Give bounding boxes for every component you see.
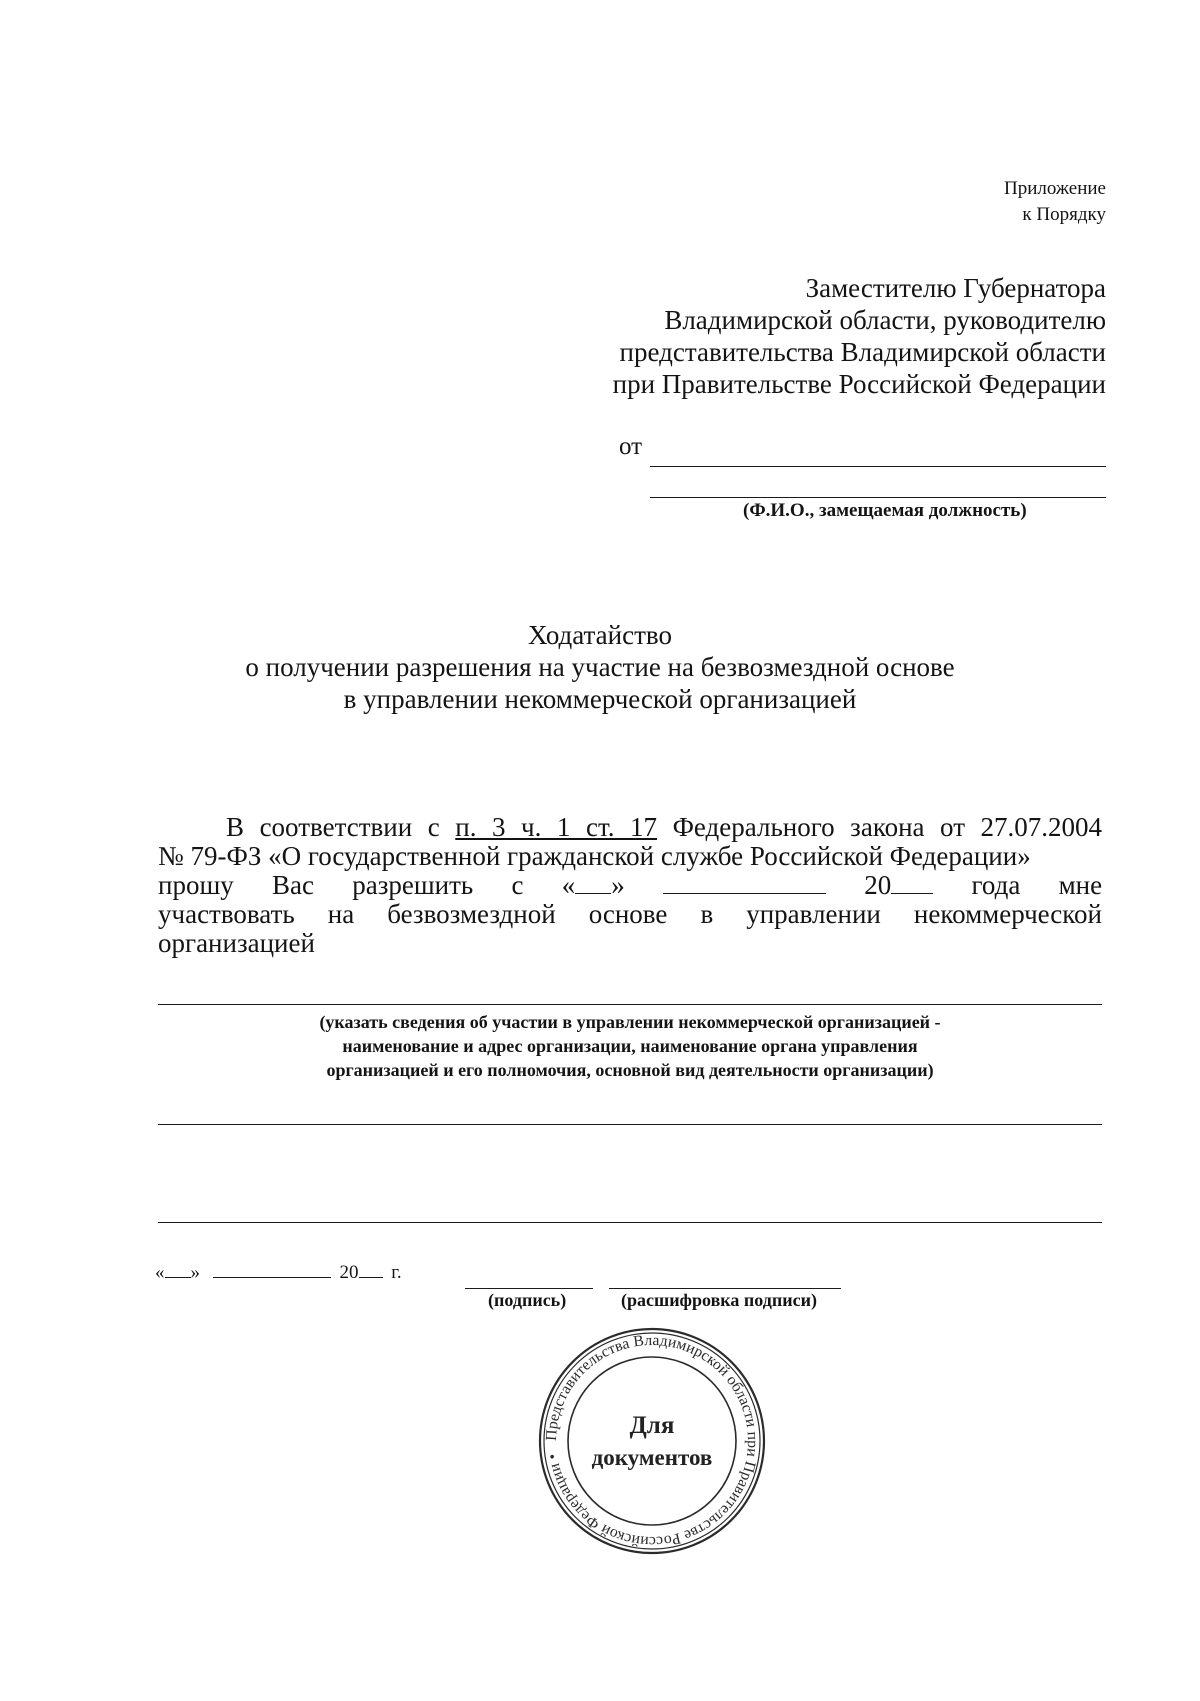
body-word: соответствии bbox=[259, 812, 413, 842]
signature-year-prefix: 20 bbox=[339, 1262, 359, 1283]
year-prefix: 20 bbox=[864, 870, 892, 900]
body-word: на bbox=[327, 899, 355, 929]
quote-open: « bbox=[155, 1262, 165, 1283]
body-word: мне bbox=[1058, 870, 1103, 900]
note-line-3: организацией и его полномочия, основной вид деятельности организации) bbox=[326, 1060, 934, 1080]
participation-details-line-3[interactable] bbox=[158, 1222, 1102, 1223]
signature-caption: (подпись) bbox=[488, 1290, 567, 1310]
body-word: основе bbox=[588, 899, 668, 929]
addressee-block bbox=[613, 272, 1106, 400]
addressee-line-2: Владимирской области, руководителю bbox=[664, 305, 1106, 335]
document-title bbox=[0, 619, 1200, 715]
title-line-2: о получении разрешения на участие на безвозмездной основе bbox=[245, 652, 955, 682]
body-word: с bbox=[427, 812, 440, 842]
signature-year-suffix: г. bbox=[391, 1262, 402, 1283]
appendix-line-2: к Порядку bbox=[1022, 204, 1106, 225]
body-word: В bbox=[226, 812, 245, 842]
addressee-line-3: представительства Владимирской области bbox=[619, 337, 1106, 367]
stamp-center-line-1: Для bbox=[629, 1412, 675, 1439]
from-name-line[interactable] bbox=[650, 466, 1106, 467]
signature-month-blank[interactable] bbox=[213, 1276, 331, 1278]
stamp-outer-ring bbox=[540, 1329, 764, 1553]
body-line-5: организацией bbox=[158, 928, 315, 958]
stamp-inner-ring bbox=[568, 1357, 736, 1525]
from-caption: (Ф.И.О., замещаемая должность) bbox=[743, 500, 1027, 521]
law-article-link[interactable]: п. 3 ч. 1 ст. 17 bbox=[455, 812, 658, 842]
appendix-note bbox=[1004, 176, 1106, 228]
petition-body bbox=[158, 813, 1102, 958]
body-word: управлении bbox=[746, 899, 881, 929]
date-day-field[interactable] bbox=[562, 870, 625, 900]
signature-day-blank[interactable] bbox=[165, 1276, 191, 1278]
signature-date-row bbox=[155, 1262, 402, 1284]
note-line-1: (указать сведения об участии в управлении некоммерческой организацией - bbox=[319, 1012, 941, 1032]
body-word: с bbox=[511, 870, 524, 900]
body-word: безвозмездной bbox=[387, 899, 556, 929]
quote-close: » bbox=[611, 870, 625, 900]
day-blank[interactable] bbox=[575, 892, 611, 894]
signature-year-blank[interactable] bbox=[359, 1276, 383, 1278]
signature-line[interactable] bbox=[465, 1288, 593, 1289]
signature-decoding-line[interactable] bbox=[609, 1288, 841, 1289]
body-word: года bbox=[971, 870, 1021, 900]
body-word: разрешить bbox=[352, 870, 474, 900]
month-blank[interactable] bbox=[663, 892, 826, 894]
body-word: прошу Вас bbox=[158, 870, 314, 900]
official-stamp bbox=[536, 1325, 768, 1557]
body-word: в bbox=[700, 899, 714, 929]
stamp-center-line-2: документов bbox=[591, 1445, 713, 1470]
body-line-1 bbox=[158, 813, 1102, 842]
addressee-line-4: при Правительстве Российской Федерации bbox=[612, 369, 1106, 399]
year-blank[interactable] bbox=[891, 892, 933, 894]
appendix-line-1: Приложение bbox=[1004, 178, 1106, 199]
quote-close: » bbox=[190, 1262, 200, 1283]
body-word: некоммерческой bbox=[913, 899, 1102, 929]
stamp-ring-textpath: Представительства Владимирской области при Правительстве Российской Федерации • bbox=[542, 1331, 762, 1551]
body-line-3 bbox=[158, 871, 1102, 900]
from-position-line[interactable] bbox=[650, 497, 1106, 498]
participation-details-line-2[interactable] bbox=[158, 1124, 1102, 1125]
body-line-4 bbox=[158, 900, 1102, 929]
body-word: участвовать bbox=[158, 899, 295, 929]
title-line-3: в управлении некоммерческой организацией bbox=[343, 684, 857, 714]
note-line-2: наименование и адрес организации, наименование органа управления bbox=[342, 1036, 918, 1056]
body-word: Федерального закона от 27.07.2004 bbox=[672, 812, 1103, 842]
quote-open: « bbox=[561, 870, 576, 900]
participation-details-line[interactable] bbox=[158, 1004, 1102, 1005]
participation-note bbox=[158, 1010, 1102, 1082]
signature-decoding-caption: (расшифровка подписи) bbox=[621, 1290, 817, 1310]
body-line-2: № 79-ФЗ «О государственной гражданской службе Российской Федерации» bbox=[158, 841, 1031, 871]
date-year-field[interactable] bbox=[864, 870, 933, 900]
addressee-line-1: Заместителю Губернатора bbox=[805, 273, 1106, 303]
title-line-1: Ходатайство bbox=[528, 620, 672, 650]
from-label: от bbox=[619, 433, 643, 460]
